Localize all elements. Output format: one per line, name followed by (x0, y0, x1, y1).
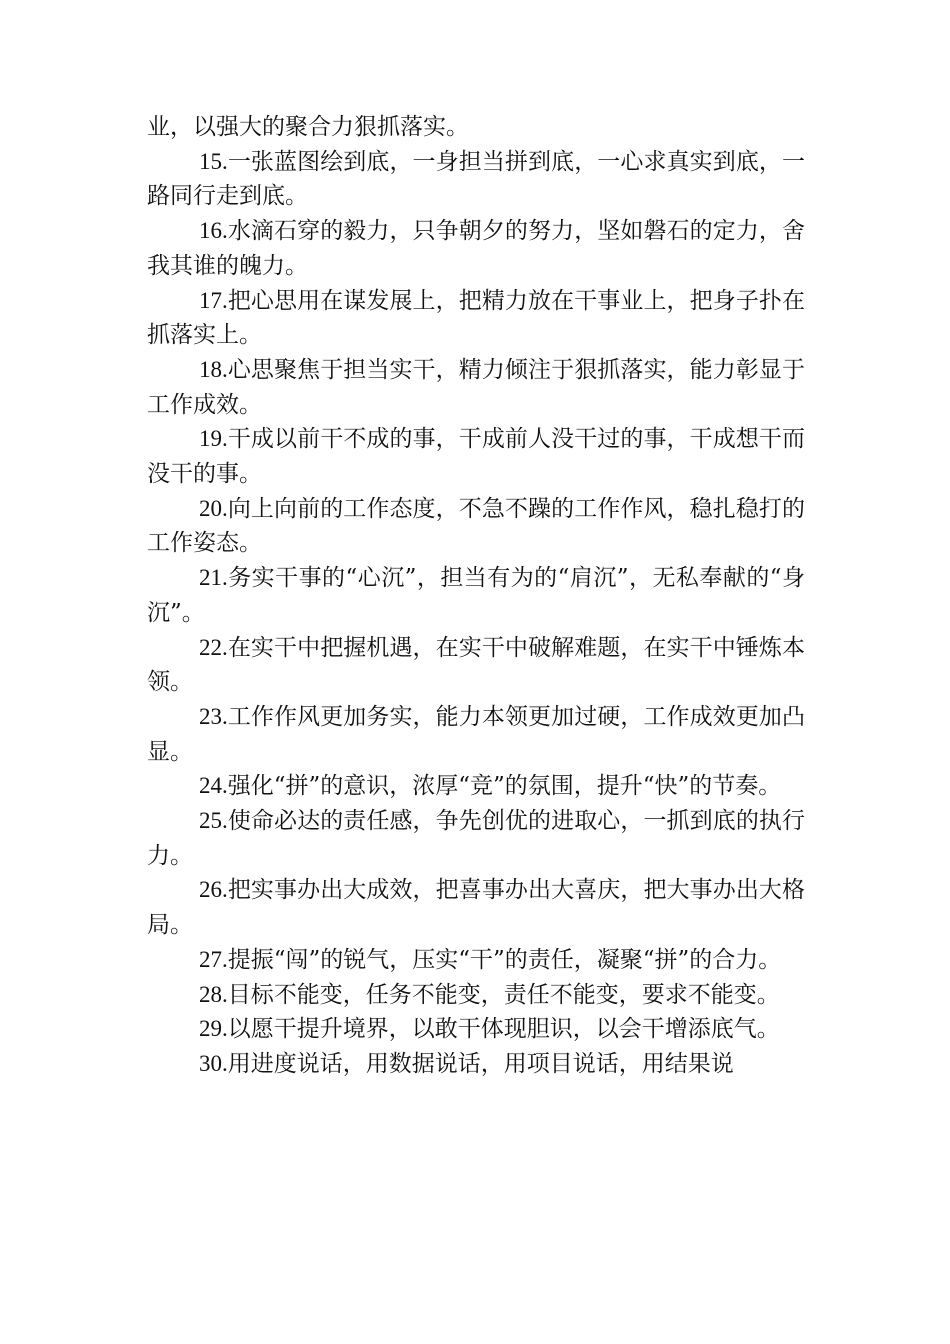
list-item (147, 353, 805, 422)
list-item (147, 1012, 805, 1047)
item-number: 28. (199, 981, 228, 1007)
list-item (147, 145, 805, 214)
item-text: 工作作风更加务实，能力本领更加过硬，工作成效更加凸显。 (147, 703, 805, 765)
item-number: 22. (199, 634, 228, 660)
item-text: 用进度说话，用数据说话，用项目说话，用结果说 (227, 1050, 734, 1077)
item-text: 心思聚焦于担当实干，精力倾注于狠抓落实，能力彰显于工作成效。 (147, 356, 805, 418)
item-number: 25. (199, 808, 228, 834)
item-text: 使命必达的责任感，争先创优的进取心，一抓到底的执行力。 (147, 808, 805, 869)
list-item (147, 1047, 805, 1082)
item-text: 在实干中把握机遇，在实干中破解难题，在实干中锤炼本领。 (147, 634, 805, 696)
list-item (147, 873, 805, 942)
list-item (147, 561, 805, 630)
list-item (147, 284, 805, 353)
item-text: 水滴石穿的毅力，只争朝夕的努力，坚如磐石的定力，舍我其谁的魄力。 (147, 218, 805, 279)
list-item (147, 492, 805, 561)
item-number: 24. (199, 773, 228, 799)
list-item (147, 804, 805, 873)
item-text: 以愿干提升境界，以敢干体现胆识，以会干增添底气。 (227, 1016, 780, 1043)
item-number: 23. (199, 703, 228, 729)
item-number: 26. (199, 877, 228, 903)
list-item (147, 631, 805, 700)
item-text: 把心思用在谋发展上，把精力放在干事业上，把身子扑在抓落实上。 (147, 287, 805, 349)
item-number: 15. (199, 148, 228, 174)
item-text: 目标不能变，任务不能变，责任不能变，要求不能变。 (227, 981, 780, 1008)
item-number: 27. (199, 946, 228, 972)
item-text: 务实干事的“心沉”，担当有为的“肩沉”，无私奉献的“身沉”。 (147, 565, 805, 626)
item-number: 17. (199, 287, 228, 313)
item-number: 18. (199, 356, 228, 382)
item-number: 19. (199, 426, 228, 452)
item-number: 20. (199, 495, 228, 521)
list-item (147, 422, 805, 491)
item-text: 向上向前的工作态度，不急不躁的工作作风，稳扎稳打的工作姿态。 (147, 495, 805, 557)
paragraph-text: 业，以强大的聚合力狠抓落实。 (147, 114, 469, 140)
list-item (147, 943, 805, 978)
item-number: 29. (199, 1016, 228, 1042)
list-item (147, 978, 805, 1013)
item-number: 16. (199, 218, 228, 244)
continuation-paragraph (147, 110, 805, 145)
item-text: 一张蓝图绘到底，一身担当拼到底，一心求真实到底，一路同行走到底。 (147, 148, 805, 210)
item-text: 强化“拼”的意识，浓厚“竞”的氛围，提升“快”的节奏。 (227, 773, 782, 800)
item-text: 干成以前干不成的事，干成前人没干过的事，干成想干而没干的事。 (147, 426, 805, 488)
item-number: 30. (199, 1050, 228, 1076)
list-item (147, 769, 805, 804)
item-number: 21. (199, 565, 228, 591)
item-text: 提振“闯”的锐气，压实“干”的责任，凝聚“拼”的合力。 (227, 946, 782, 973)
list-item (147, 700, 805, 769)
list-item (147, 214, 805, 283)
document-page (147, 110, 805, 1082)
item-text: 把实事办出大成效，把喜事办出大喜庆，把大事办出大格局。 (147, 877, 805, 939)
